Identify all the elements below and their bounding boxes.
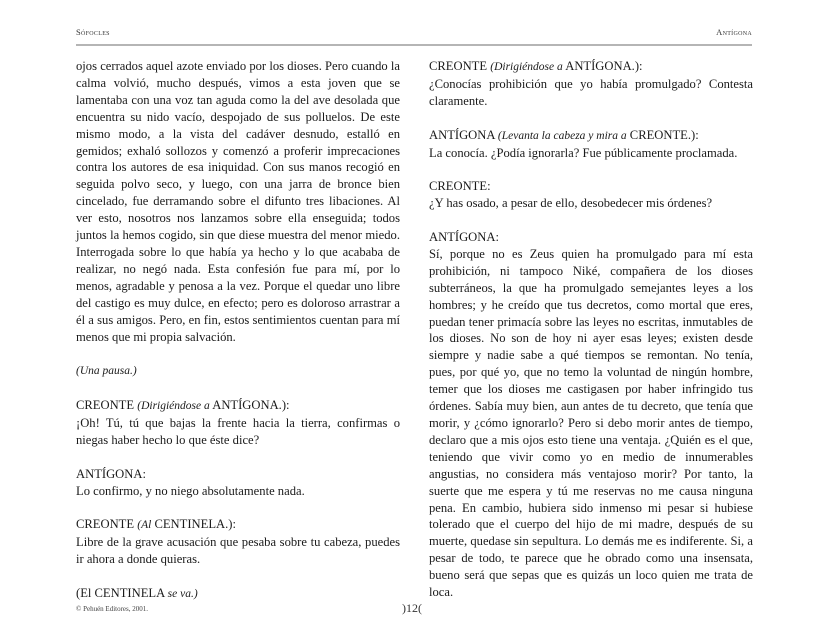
speaker-heading (429, 127, 753, 145)
dialogue-block (429, 178, 753, 212)
dialogue-line: ¿Y has osado, a pesar de ello, desobedecer mis órdenes? (429, 196, 713, 211)
stage-direction: (Dirigiéndose a (490, 61, 563, 73)
narration-paragraph: ojos cerrados aquel azote enviado por los dioses. Pero cuando la calma volvió, mucho después, vimos a esta joven que se lamentaba con una voz tan aguda como la del ave desolada que encuentra su nido vacío, despojado de sus polluelos. De este mismo modo, a la vista del cadáver desnudo, estalló en gemidos; exhaló sollozos y comenzó a proferir imprecaciones contra los autores de esa iniquidad. Con sus manos recogió en seguida polvo seco, y luego, con una jarra de bronce bien cincelado, fue derramando sobre el difunto tres libaciones. Al ver esto, nosotros nos lanzamos sobre ella enseguida; todos juntos la hemos cogido, sin que diese muestra del menor miedo. Interrogada sobre lo que había ya hecho y lo que acababa de realizar, no negó nada. Esta confesión fue para mí, por lo menos, agradable y penosa a la vez. Porque el quedar uno libre del castigo es muy dulce, en efecto; pero es doloroso arrastrar a él a sus amigos. Pero, en fin, estos sentimientos cuentan para mí menos que mi propia salvación. (76, 59, 400, 344)
dialogue-block (76, 516, 400, 568)
dialogue-line: ¡Oh! Tú, tú que bajas la frente hacia la tierra, confirmas o niegas haber hecho lo que éste dice? (76, 416, 400, 447)
exit-prefix: (El CENTINELA (76, 586, 165, 601)
stage-target: ANTÍGONA.): (565, 59, 643, 73)
stage-direction-exit (76, 585, 400, 603)
stage-target: CENTINELA.): (154, 517, 236, 532)
speaker-name: ANTÍGONA (429, 127, 495, 142)
stage-direction: (Al (137, 519, 152, 532)
stage-target: CREONTE.): (629, 127, 699, 142)
speaker-name: CREONTE (76, 517, 135, 532)
pause-text: (Una pausa.) (76, 365, 137, 378)
speaker-name: CREONTE: (429, 179, 491, 194)
stage-direction-pause (76, 362, 400, 380)
header-rule (76, 44, 752, 46)
dialogue-block (76, 466, 400, 500)
stage-direction: (Levanta la cabeza y mira a (497, 129, 627, 142)
dialogue-block (429, 127, 753, 162)
dialogue-block (429, 58, 753, 110)
stage-target: ANTÍGONA.): (212, 398, 290, 413)
speaker-heading (76, 397, 400, 415)
dialogue-line: La conocía. ¿Podía ignorarla? Fue públicamente proclamada. (429, 145, 738, 160)
speaker-name: ANTÍGONA: (76, 466, 146, 481)
left-column (76, 58, 400, 620)
dialogue-block (429, 229, 753, 601)
running-head-title: Antígona (716, 27, 752, 37)
speaker-heading (76, 516, 400, 534)
speaker-name: CREONTE (429, 59, 488, 73)
dialogue-line: Libre de la grave acusación que pesaba sobre tu cabeza, puedes ir ahora a donde quieras. (76, 535, 400, 567)
page-number: )12( (402, 601, 422, 615)
dialogue-line: Lo confirmo, y no niego absolutamente nada. (76, 483, 305, 498)
running-head-author: Sófocles (76, 27, 110, 37)
copyright-notice: © Pehuén Editores, 2001. (76, 605, 149, 613)
exit-stage: se va.) (167, 588, 198, 601)
dialogue-line: Sí, porque no es Zeus quien ha promulgado para mí esta prohibición, ni tampoco Niké, compañera de los dioses subterráneos, la que ha promulgado semejantes leyes a los hombres; y he creído que tus decretos, como mortal que eres, puedan tener primacía sobre las leyes no escritas, inmutables de los dioses. No son de hoy ni ayer esas leyes; existen desde siempre y nadie sabe a qué tiempos se remontan. No tenía, pues, por qué yo, que no temo la voluntad de ningún hombre, temer que los dioses me castigasen por haber infringido tus órdenes. Sabía muy bien, aun antes de tu decreto, que tenía que morir, y ¿cómo ignorarlo? Pero si debo morir antes de tiempo, declaro que a mis ojos esto tiene una ventaja. ¿Quién es el que, teniendo que vivir como yo en medio de innumerables angustias, no considera más ventajoso morir? Por tanto, la suerte que me espera y tú me reservas no me causa ninguna pena. En cambio, hubiera sido inmenso mi pesar si hubiese tolerado que el cuerpo del hijo de mi madre, después de su muerte, quedase sin sepultura. Lo demás me es indiferente. Si, a pesar de todo, te parece que he obrado como una insensata, bueno será que sepas que es quizás un loco quien me trata de loca. (429, 246, 753, 600)
right-column (429, 58, 753, 618)
stage-direction: (Dirigiéndose a (137, 400, 210, 413)
speaker-heading (429, 58, 753, 76)
dialogue-block (76, 397, 400, 449)
dialogue-line: ¿Conocías prohibición que yo había promulgado? Contesta claramente. (429, 76, 753, 108)
speaker-name: CREONTE (76, 398, 135, 413)
speaker-name: ANTÍGONA: (429, 230, 499, 245)
